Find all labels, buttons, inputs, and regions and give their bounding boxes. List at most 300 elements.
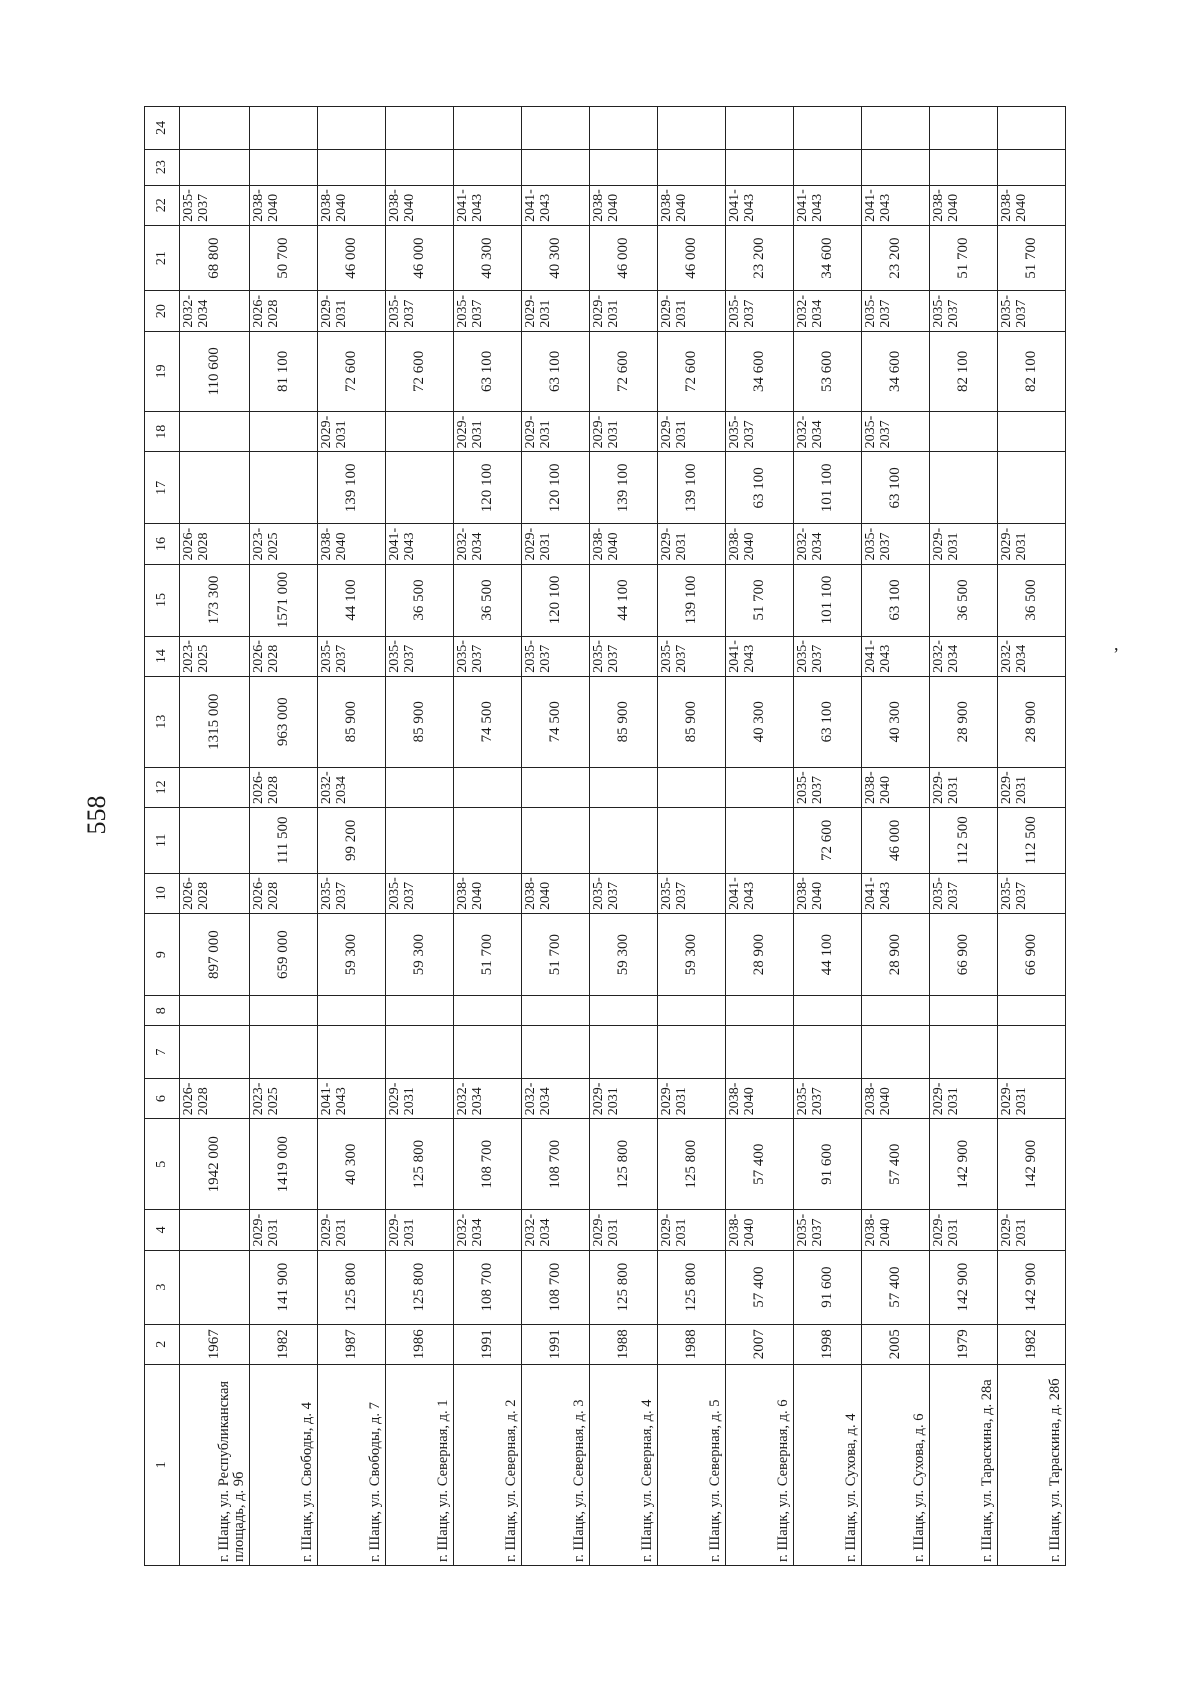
address-cell: г. Шацк, ул. Республиканская площадь, д. 9б xyxy=(180,1364,250,1565)
build-year-cell: 1988 xyxy=(590,1324,658,1364)
period-cell: 2032-2034 xyxy=(793,412,861,452)
build-year-cell: 2005 xyxy=(861,1324,929,1364)
period-cell: 2029-2031 xyxy=(929,524,997,564)
cost-cell: 57 400 xyxy=(861,1119,929,1210)
cost-cell xyxy=(318,996,386,1026)
build-year-cell: 2007 xyxy=(725,1324,793,1364)
cost-cell xyxy=(997,149,1065,185)
table-row xyxy=(454,107,522,1566)
cost-cell: 125 800 xyxy=(658,1119,726,1210)
cost-cell xyxy=(454,808,522,874)
period-cell: 2035-2037 xyxy=(318,873,386,913)
table-row xyxy=(861,107,929,1566)
cost-cell: 23 200 xyxy=(725,225,793,291)
cost-cell xyxy=(386,1026,454,1079)
column-header-24: 24 xyxy=(145,107,180,150)
period-cell: 2029-2031 xyxy=(997,767,1065,807)
period-cell: 2032-2034 xyxy=(180,291,250,331)
period-cell: 2029-2031 xyxy=(318,1210,386,1250)
column-header-7: 7 xyxy=(145,1026,180,1079)
cost-cell xyxy=(658,149,726,185)
cost-cell: 40 300 xyxy=(318,1119,386,1210)
period-cell: 2038-2040 xyxy=(997,185,1065,225)
column-header-17: 17 xyxy=(145,452,180,524)
column-header-8: 8 xyxy=(145,996,180,1026)
cost-cell: 28 900 xyxy=(861,913,929,996)
period-cell xyxy=(386,767,454,807)
cost-cell xyxy=(180,149,250,185)
cost-cell xyxy=(861,1026,929,1079)
period-cell: 2035-2037 xyxy=(386,291,454,331)
column-header-15: 15 xyxy=(145,564,180,636)
cost-cell xyxy=(522,149,590,185)
cost-cell xyxy=(522,1026,590,1079)
column-header-4: 4 xyxy=(145,1210,180,1250)
period-cell: 2032-2034 xyxy=(929,636,997,676)
period-cell: 2029-2031 xyxy=(929,1079,997,1119)
period-cell: 2029-2031 xyxy=(522,524,590,564)
cost-cell: 74 500 xyxy=(454,676,522,767)
build-year-cell: 1979 xyxy=(929,1324,997,1364)
cost-cell xyxy=(590,149,658,185)
period-cell: 2041-2043 xyxy=(386,524,454,564)
cost-cell xyxy=(454,149,522,185)
cost-cell xyxy=(793,149,861,185)
cost-cell: 120 100 xyxy=(522,452,590,524)
cost-cell: 99 200 xyxy=(318,808,386,874)
cost-cell: 112 500 xyxy=(929,808,997,874)
period-cell: 2029-2031 xyxy=(250,1210,318,1250)
period-cell: 2041-2043 xyxy=(522,185,590,225)
cost-cell xyxy=(386,107,454,150)
period-cell: 2026-2028 xyxy=(250,636,318,676)
period-cell: 2023-2025 xyxy=(250,524,318,564)
cost-cell: 40 300 xyxy=(861,676,929,767)
cost-cell xyxy=(454,107,522,150)
cost-cell: 1315 000 xyxy=(180,676,250,767)
period-cell: 2026-2028 xyxy=(180,873,250,913)
period-cell: 2035-2037 xyxy=(454,636,522,676)
period-cell: 2032-2034 xyxy=(454,524,522,564)
cost-cell: 36 500 xyxy=(454,564,522,636)
cost-cell: 72 600 xyxy=(318,331,386,411)
period-cell: 2029-2031 xyxy=(590,412,658,452)
cost-cell xyxy=(725,808,793,874)
cost-cell xyxy=(250,149,318,185)
cost-cell: 139 100 xyxy=(658,452,726,524)
column-header-11: 11 xyxy=(145,808,180,874)
cost-cell: 82 100 xyxy=(929,331,997,411)
address-cell: г. Шацк, ул. Свободы, д. 7 xyxy=(318,1364,386,1565)
period-cell: 2029-2031 xyxy=(658,1210,726,1250)
period-cell xyxy=(250,412,318,452)
column-header-3: 3 xyxy=(145,1250,180,1324)
cost-cell: 108 700 xyxy=(454,1250,522,1324)
period-cell: 2032-2034 xyxy=(522,1079,590,1119)
cost-cell: 142 900 xyxy=(997,1250,1065,1324)
cost-cell: 72 600 xyxy=(658,331,726,411)
cost-cell xyxy=(861,107,929,150)
cost-cell xyxy=(725,149,793,185)
cost-cell: 72 600 xyxy=(590,331,658,411)
column-header-23: 23 xyxy=(145,149,180,185)
cost-cell: 59 300 xyxy=(658,913,726,996)
cost-cell xyxy=(250,1026,318,1079)
cost-cell: 44 100 xyxy=(793,913,861,996)
cost-cell xyxy=(590,1026,658,1079)
cost-cell: 51 700 xyxy=(522,913,590,996)
cost-cell: 63 100 xyxy=(454,331,522,411)
cost-cell: 57 400 xyxy=(725,1119,793,1210)
period-cell: 2038-2040 xyxy=(590,524,658,564)
cost-cell: 1942 000 xyxy=(180,1119,250,1210)
period-cell: 2038-2040 xyxy=(861,1210,929,1250)
period-cell: 2029-2031 xyxy=(318,412,386,452)
address-cell: г. Шацк, ул. Сухова, д. 6 xyxy=(861,1364,929,1565)
address-cell: г. Шацк, ул. Северная, д. 3 xyxy=(522,1364,590,1565)
cost-cell: 40 300 xyxy=(725,676,793,767)
cost-cell: 51 700 xyxy=(929,225,997,291)
period-cell: 2035-2037 xyxy=(658,873,726,913)
cost-cell: 101 100 xyxy=(793,564,861,636)
period-cell: 2041-2043 xyxy=(861,873,929,913)
cost-cell: 142 900 xyxy=(997,1119,1065,1210)
cost-cell: 59 300 xyxy=(590,913,658,996)
period-cell: 2026-2028 xyxy=(180,1079,250,1119)
cost-cell: 91 600 xyxy=(793,1250,861,1324)
period-cell: 2041-2043 xyxy=(725,185,793,225)
cost-cell xyxy=(250,452,318,524)
cost-cell: 85 900 xyxy=(386,676,454,767)
cost-cell: 120 100 xyxy=(454,452,522,524)
build-year-cell: 1987 xyxy=(318,1324,386,1364)
period-cell: 2029-2031 xyxy=(386,1210,454,1250)
cost-cell xyxy=(386,808,454,874)
period-cell: 2029-2031 xyxy=(929,767,997,807)
cost-cell xyxy=(522,996,590,1026)
build-year-cell: 1967 xyxy=(180,1324,250,1364)
cost-cell: 51 700 xyxy=(454,913,522,996)
period-cell: 2038-2040 xyxy=(725,1210,793,1250)
stray-mark: , xyxy=(1114,634,1119,654)
cost-cell: 139 100 xyxy=(658,564,726,636)
table-row xyxy=(793,107,861,1566)
period-cell xyxy=(590,767,658,807)
cost-cell: 46 000 xyxy=(590,225,658,291)
period-cell: 2029-2031 xyxy=(929,1210,997,1250)
cost-cell: 142 900 xyxy=(929,1250,997,1324)
cost-cell: 139 100 xyxy=(590,452,658,524)
rotated-table-frame xyxy=(144,106,1066,1566)
cost-cell: 108 700 xyxy=(522,1119,590,1210)
period-cell: 2041-2043 xyxy=(725,873,793,913)
cost-cell: 63 100 xyxy=(522,331,590,411)
cost-cell xyxy=(861,996,929,1026)
cost-cell xyxy=(997,996,1065,1026)
cost-cell: 81 100 xyxy=(250,331,318,411)
column-header-6: 6 xyxy=(145,1079,180,1119)
cost-cell xyxy=(180,452,250,524)
cost-cell xyxy=(386,149,454,185)
period-cell: 2029-2031 xyxy=(997,524,1065,564)
table-row xyxy=(250,107,318,1566)
period-cell: 2035-2037 xyxy=(386,636,454,676)
cost-cell xyxy=(590,107,658,150)
cost-cell xyxy=(386,452,454,524)
page-number: 558 xyxy=(82,795,111,835)
period-cell: 2038-2040 xyxy=(861,1079,929,1119)
period-cell: 2032-2034 xyxy=(793,524,861,564)
cost-cell: 141 900 xyxy=(250,1250,318,1324)
cost-cell xyxy=(180,1250,250,1324)
address-cell: г. Шацк, ул. Северная, д. 5 xyxy=(658,1364,726,1565)
cost-cell: 1571 000 xyxy=(250,564,318,636)
cost-cell: 57 400 xyxy=(725,1250,793,1324)
column-header-2: 2 xyxy=(145,1324,180,1364)
cost-cell: 36 500 xyxy=(997,564,1065,636)
period-cell: 2032-2034 xyxy=(522,1210,590,1250)
cost-cell xyxy=(590,808,658,874)
period-cell: 2035-2037 xyxy=(861,412,929,452)
cost-cell: 72 600 xyxy=(793,808,861,874)
period-cell xyxy=(180,767,250,807)
cost-cell: 125 800 xyxy=(658,1250,726,1324)
address-cell: г. Шацк, ул. Северная, д. 6 xyxy=(725,1364,793,1565)
period-cell: 2035-2037 xyxy=(861,291,929,331)
period-cell: 2041-2043 xyxy=(454,185,522,225)
cost-cell: 66 900 xyxy=(929,913,997,996)
period-cell: 2035-2037 xyxy=(929,291,997,331)
address-cell: г. Шацк, ул. Северная, д. 2 xyxy=(454,1364,522,1565)
period-cell: 2035-2037 xyxy=(793,1079,861,1119)
table-body xyxy=(180,107,1066,1566)
build-year-cell: 1982 xyxy=(997,1324,1065,1364)
build-year-cell: 1986 xyxy=(386,1324,454,1364)
period-cell xyxy=(180,1210,250,1250)
period-cell: 2035-2037 xyxy=(997,291,1065,331)
cost-cell: 66 900 xyxy=(997,913,1065,996)
build-year-cell: 1991 xyxy=(454,1324,522,1364)
cost-cell: 34 600 xyxy=(861,331,929,411)
period-cell: 2032-2034 xyxy=(997,636,1065,676)
cost-cell: 44 100 xyxy=(590,564,658,636)
address-cell: г. Шацк, ул. Северная, д. 1 xyxy=(386,1364,454,1565)
build-year-cell: 1982 xyxy=(250,1324,318,1364)
build-year-cell: 1998 xyxy=(793,1324,861,1364)
period-cell: 2038-2040 xyxy=(454,873,522,913)
cost-cell: 125 800 xyxy=(590,1250,658,1324)
cost-cell: 40 300 xyxy=(454,225,522,291)
period-cell: 2029-2031 xyxy=(386,1079,454,1119)
cost-cell xyxy=(929,452,997,524)
cost-cell: 85 900 xyxy=(590,676,658,767)
address-cell: г. Шацк, ул. Свободы, д. 4 xyxy=(250,1364,318,1565)
cost-cell xyxy=(318,107,386,150)
period-cell: 2029-2031 xyxy=(997,1210,1065,1250)
cost-cell: 91 600 xyxy=(793,1119,861,1210)
table-row xyxy=(658,107,726,1566)
cost-cell: 125 800 xyxy=(386,1250,454,1324)
period-cell: 2035-2037 xyxy=(454,291,522,331)
cost-cell: 57 400 xyxy=(861,1250,929,1324)
period-cell: 2035-2037 xyxy=(725,291,793,331)
cost-cell: 139 100 xyxy=(318,452,386,524)
cost-cell: 1419 000 xyxy=(250,1119,318,1210)
column-header-12: 12 xyxy=(145,767,180,807)
period-cell: 2035-2037 xyxy=(793,1210,861,1250)
cost-cell xyxy=(658,808,726,874)
cost-cell xyxy=(180,808,250,874)
period-cell: 2035-2037 xyxy=(522,636,590,676)
cost-cell xyxy=(997,1026,1065,1079)
period-cell: 2038-2040 xyxy=(318,524,386,564)
column-header-16: 16 xyxy=(145,524,180,564)
period-cell: 2038-2040 xyxy=(929,185,997,225)
period-cell: 2029-2031 xyxy=(522,291,590,331)
period-cell: 2032-2034 xyxy=(793,291,861,331)
cost-cell: 36 500 xyxy=(929,564,997,636)
period-cell: 2029-2031 xyxy=(590,1079,658,1119)
period-cell: 2029-2031 xyxy=(658,524,726,564)
period-cell: 2029-2031 xyxy=(318,291,386,331)
cost-cell xyxy=(386,996,454,1026)
period-cell: 2026-2028 xyxy=(250,291,318,331)
column-header-13: 13 xyxy=(145,676,180,767)
cost-cell xyxy=(793,996,861,1026)
build-year-cell: 1988 xyxy=(658,1324,726,1364)
column-header-5: 5 xyxy=(145,1119,180,1210)
column-header-22: 22 xyxy=(145,185,180,225)
cost-cell xyxy=(658,996,726,1026)
cost-cell: 110 600 xyxy=(180,331,250,411)
period-cell: 2041-2043 xyxy=(725,636,793,676)
column-number-row xyxy=(145,107,180,1566)
period-cell: 2038-2040 xyxy=(590,185,658,225)
period-cell: 2041-2043 xyxy=(318,1079,386,1119)
cost-cell: 46 000 xyxy=(861,808,929,874)
table-row xyxy=(725,107,793,1566)
cost-cell: 28 900 xyxy=(929,676,997,767)
period-cell: 2035-2037 xyxy=(861,524,929,564)
period-cell: 2035-2037 xyxy=(929,873,997,913)
column-header-10: 10 xyxy=(145,873,180,913)
cost-cell xyxy=(180,996,250,1026)
cost-cell: 659 000 xyxy=(250,913,318,996)
table-row xyxy=(386,107,454,1566)
cost-cell xyxy=(725,107,793,150)
cost-cell: 59 300 xyxy=(318,913,386,996)
period-cell: 2041-2043 xyxy=(861,185,929,225)
cost-cell: 85 900 xyxy=(658,676,726,767)
period-cell: 2029-2031 xyxy=(454,412,522,452)
column-header-19: 19 xyxy=(145,331,180,411)
cost-cell xyxy=(793,107,861,150)
cost-cell: 46 000 xyxy=(658,225,726,291)
cost-cell xyxy=(658,1026,726,1079)
period-cell: 2038-2040 xyxy=(658,185,726,225)
period-cell xyxy=(929,412,997,452)
period-cell: 2035-2037 xyxy=(658,636,726,676)
cost-cell: 897 000 xyxy=(180,913,250,996)
period-cell: 2023-2025 xyxy=(250,1079,318,1119)
period-cell xyxy=(725,767,793,807)
cost-cell: 63 100 xyxy=(861,452,929,524)
period-cell: 2026-2028 xyxy=(250,873,318,913)
period-cell: 2029-2031 xyxy=(658,412,726,452)
cost-cell xyxy=(318,1026,386,1079)
cost-cell xyxy=(522,107,590,150)
table-row xyxy=(318,107,386,1566)
cost-cell: 63 100 xyxy=(861,564,929,636)
cost-cell: 72 600 xyxy=(386,331,454,411)
cost-cell: 111 500 xyxy=(250,808,318,874)
period-cell: 2029-2031 xyxy=(590,291,658,331)
period-cell: 2035-2037 xyxy=(180,185,250,225)
period-cell: 2026-2028 xyxy=(250,767,318,807)
period-cell: 2038-2040 xyxy=(793,873,861,913)
cost-cell: 120 100 xyxy=(522,564,590,636)
address-cell: г. Шацк, ул. Тараскина, д. 28б xyxy=(997,1364,1065,1565)
cost-cell: 44 100 xyxy=(318,564,386,636)
cost-cell: 125 800 xyxy=(386,1119,454,1210)
period-cell: 2035-2037 xyxy=(590,873,658,913)
cost-cell: 34 600 xyxy=(793,225,861,291)
cost-cell: 101 100 xyxy=(793,452,861,524)
period-cell: 2038-2040 xyxy=(522,873,590,913)
period-cell: 2038-2040 xyxy=(725,1079,793,1119)
period-cell: 2029-2031 xyxy=(590,1210,658,1250)
period-cell: 2032-2034 xyxy=(454,1079,522,1119)
period-cell: 2038-2040 xyxy=(725,524,793,564)
cost-cell: 51 700 xyxy=(997,225,1065,291)
period-cell: 2035-2037 xyxy=(725,412,793,452)
period-cell: 2035-2037 xyxy=(590,636,658,676)
period-cell: 2035-2037 xyxy=(386,873,454,913)
cost-cell: 46 000 xyxy=(318,225,386,291)
period-cell xyxy=(522,767,590,807)
cost-cell: 28 900 xyxy=(725,913,793,996)
address-cell: г. Шацк, ул. Сухова, д. 4 xyxy=(793,1364,861,1565)
period-cell: 2029-2031 xyxy=(522,412,590,452)
period-cell: 2035-2037 xyxy=(793,767,861,807)
cost-cell: 74 500 xyxy=(522,676,590,767)
cost-cell: 46 000 xyxy=(386,225,454,291)
cost-cell: 59 300 xyxy=(386,913,454,996)
cost-cell: 50 700 xyxy=(250,225,318,291)
build-year-cell: 1991 xyxy=(522,1324,590,1364)
period-cell: 2041-2043 xyxy=(861,636,929,676)
cost-cell xyxy=(929,996,997,1026)
period-cell: 2026-2028 xyxy=(180,524,250,564)
period-cell xyxy=(180,412,250,452)
cost-cell: 963 000 xyxy=(250,676,318,767)
cost-cell xyxy=(180,1026,250,1079)
cost-cell: 28 900 xyxy=(997,676,1065,767)
column-header-9: 9 xyxy=(145,913,180,996)
column-header-1: 1 xyxy=(145,1364,180,1565)
cost-cell xyxy=(522,808,590,874)
address-cell: г. Шацк, ул. Тараскина, д. 28а xyxy=(929,1364,997,1565)
cost-cell xyxy=(590,996,658,1026)
table-row xyxy=(997,107,1065,1566)
cost-cell: 108 700 xyxy=(522,1250,590,1324)
cost-cell: 63 100 xyxy=(793,676,861,767)
period-cell: 2035-2037 xyxy=(318,636,386,676)
period-cell: 2038-2040 xyxy=(250,185,318,225)
period-cell: 2038-2040 xyxy=(386,185,454,225)
table-row xyxy=(929,107,997,1566)
column-header-14: 14 xyxy=(145,636,180,676)
